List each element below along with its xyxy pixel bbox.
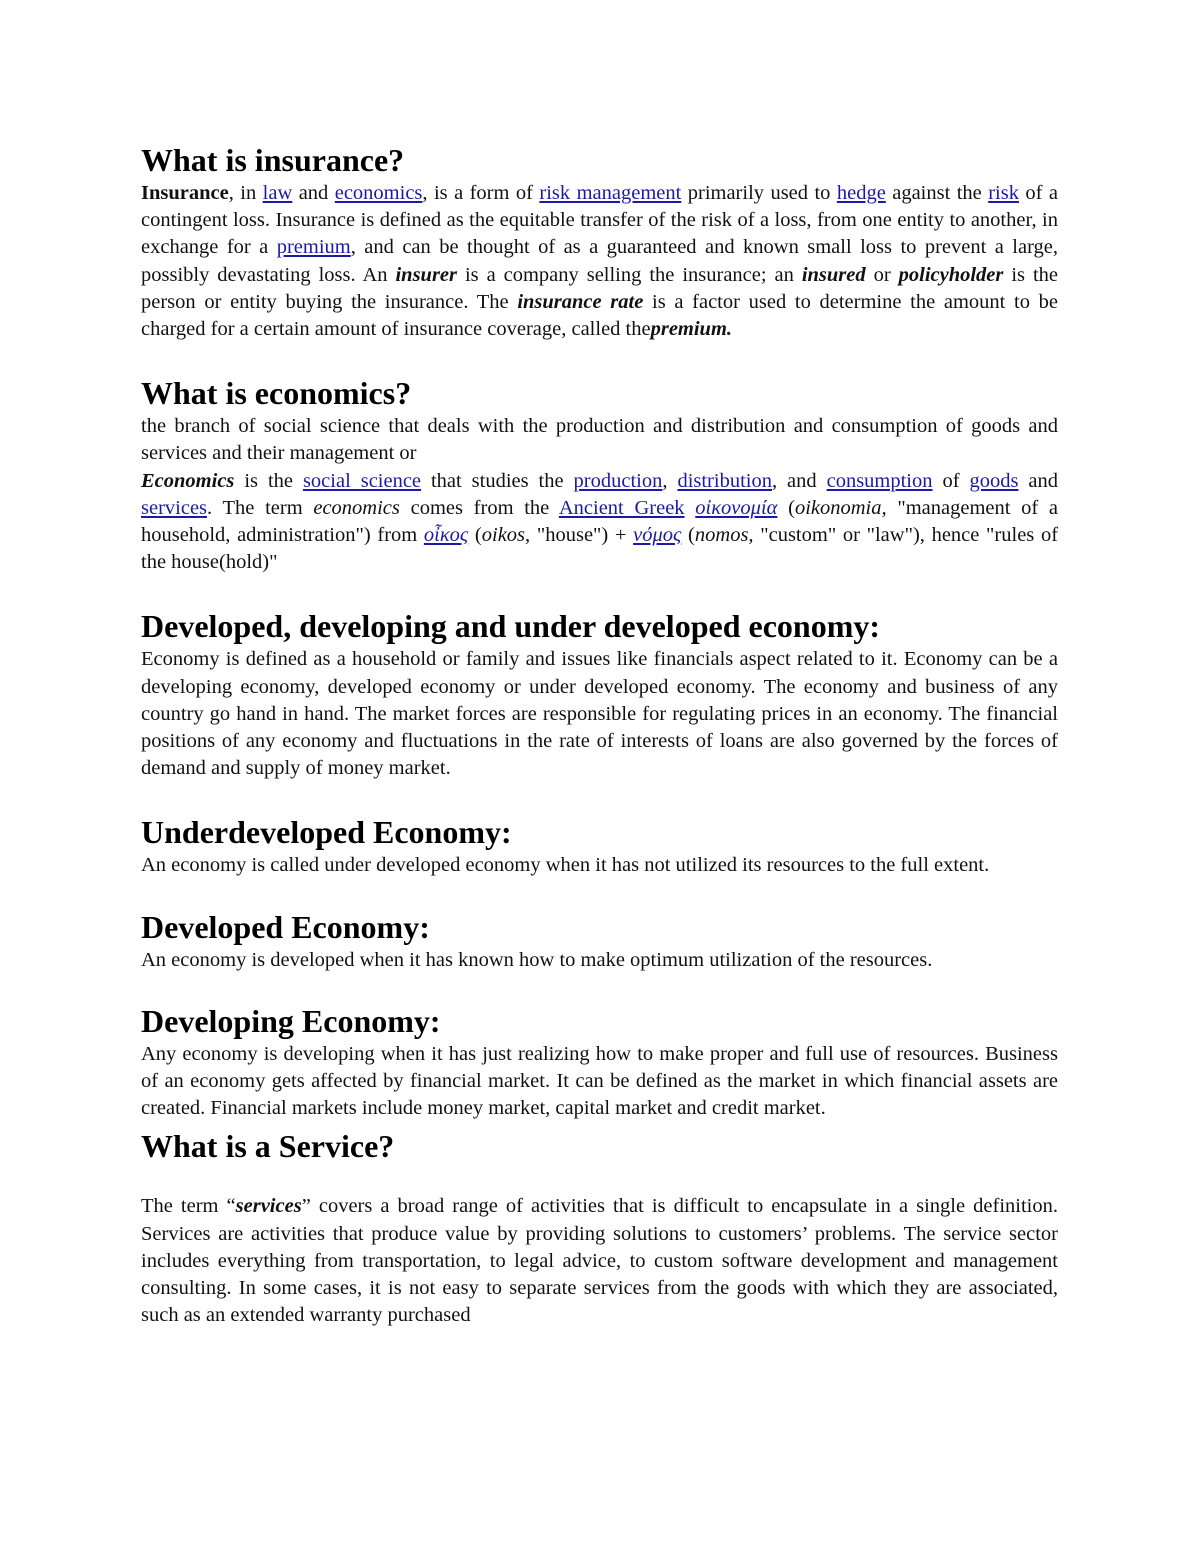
- heading-economy-types: Developed, developing and under developed economy:: [141, 608, 880, 645]
- heading-what-is-insurance: What is insurance?: [141, 142, 405, 178]
- link-oikos[interactable]: οἶκος: [423, 524, 469, 547]
- heading-underdeveloped-economy: Underdeveloped Economy:: [141, 814, 512, 851]
- link-services[interactable]: services: [141, 496, 208, 519]
- developing-economy-paragraph: Any economy is developing when it has just realizing how to make proper and full use of resources. Business of an economy gets affected by financial market. It can be defined as the market in which financial assets are created. Financial markets include money market, capital market and credit market.: [141, 1042, 1058, 1120]
- spacer: [141, 576, 1058, 606]
- link-ancient-greek[interactable]: Ancient Greek: [558, 496, 685, 519]
- document-page: [141, 140, 1058, 1329]
- economics-definition-paragraph: the branch of social science that deals with the production and distribution and consumption of goods and services and their management or: [141, 415, 1058, 465]
- term-insurance: Insurance: [141, 182, 229, 204]
- spacer: [141, 880, 1058, 907]
- link-oikonomia[interactable]: οἰκονομία: [695, 496, 778, 519]
- link-premium[interactable]: premium: [276, 236, 351, 259]
- spacer: [141, 343, 1058, 373]
- link-law[interactable]: law: [262, 182, 293, 204]
- spacer: [141, 1166, 1058, 1193]
- term-economics-italic: economics: [313, 496, 400, 519]
- term-premium: premium.: [650, 318, 733, 341]
- heading-what-is-economics: What is economics?: [141, 375, 412, 412]
- underdeveloped-economy-paragraph: An economy is called under developed economy when it has not utilized its resources to the full extent.: [141, 854, 990, 877]
- economics-paragraph: Economics is the social science that studies the production, distribution, and consumption of goods and services. The term economics comes from the Ancient Greek οἰκονομία (oikonomia, "management of a household, administration") from οἶκος (oikos, "house") + νόμος (nomos, "custom" or "law"), hence "rules of the house(hold)": [141, 469, 1059, 574]
- spacer: [141, 974, 1058, 1001]
- link-risk[interactable]: risk: [988, 182, 1019, 204]
- heading-what-is-a-service: What is a Service?: [141, 1128, 395, 1165]
- link-economics[interactable]: economics: [334, 182, 423, 204]
- term-economics: Economics: [141, 469, 235, 492]
- insurance-paragraph: Insurance, in law and economics, is a form of risk management primarily used to hedge against the risk of a contingent loss. Insurance is defined as the equitable transfer of the risk of a loss, from one entity to another, in exchange for a premium, and can be thought of as a guaranteed and known small loss to prevent a large, possibly devastating loss. An insurer is a company selling the insurance; an insured or policyholder is the person or entity buying the insurance. The insurance rate is a factor used to determine the amount to be charged for a certain amount of insurance coverage, called thepremium.: [141, 182, 1059, 341]
- spacer: [141, 782, 1058, 812]
- heading-developing-economy: Developing Economy:: [141, 1002, 441, 1039]
- link-goods[interactable]: goods: [969, 469, 1019, 492]
- term-insurer: insurer: [395, 263, 457, 286]
- term-oikonomia: oikonomia,: [794, 496, 887, 519]
- link-consumption[interactable]: consumption: [826, 469, 933, 492]
- term-policyholder: policyholder: [898, 263, 1004, 286]
- term-oikos: oikos,: [481, 524, 531, 547]
- economy-types-paragraph: Economy is defined as a household or family and issues like financials aspect related to it. Economy can be a developing economy, developed economy or under developed economy. The economy and business of any country go hand in hand. The market forces are responsible for regulating prices in an economy. The financial positions of any economy and fluctuations in the rate of interests of loans are also governed by the forces of demand and supply of money market.: [141, 648, 1058, 780]
- developed-economy-paragraph: An economy is developed when it has known how to make optimum utilization of the resources.: [141, 948, 933, 971]
- term-nomos: nomos,: [694, 524, 754, 547]
- term-insured: insured: [801, 263, 866, 286]
- link-hedge[interactable]: hedge: [836, 182, 886, 204]
- term-services: services: [235, 1195, 302, 1218]
- link-production[interactable]: production: [573, 469, 663, 492]
- link-distribution[interactable]: distribution: [677, 469, 772, 492]
- heading-developed-economy: Developed Economy:: [141, 908, 430, 945]
- link-risk-management[interactable]: risk management: [539, 182, 682, 204]
- link-nomos[interactable]: νόμος: [633, 524, 682, 547]
- term-insurance-rate: insurance rate: [517, 290, 644, 313]
- service-paragraph: The term “services” covers a broad range of activities that is difficult to encapsulate in a single definition. Services are activities that produce value by providing solutions to customers’ problems. The service sector includes everything from transportation, to legal advice, to custom software development and management consulting. In some cases, it is not easy to separate services from the goods with which they are associated, such as an extended warranty purchased: [141, 1195, 1058, 1327]
- link-social-science[interactable]: social science: [302, 469, 422, 492]
